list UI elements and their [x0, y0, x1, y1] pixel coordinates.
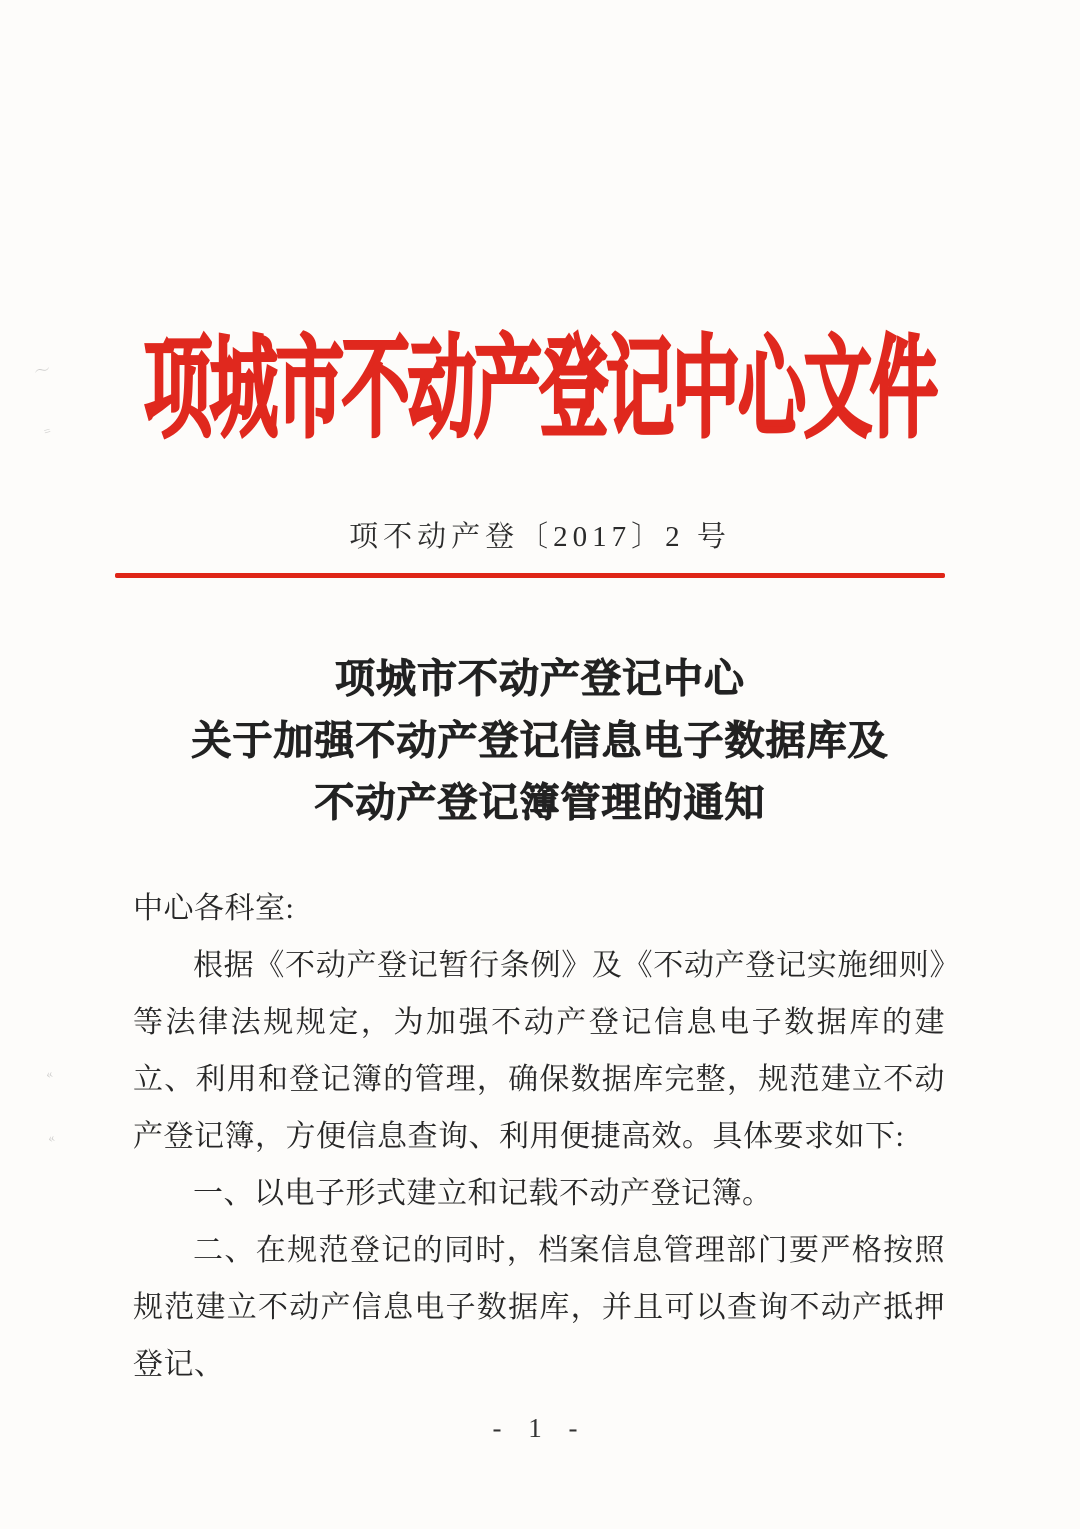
- letterhead-divider-line: [115, 573, 945, 578]
- notice-title: [0, 648, 1080, 834]
- paragraph-item-2: 二、在规范登记的同时，档案信息管理部门要严格按照规范建立不动产信息电子数据库，并且可以查询不动产抵押登记、: [133, 1234, 945, 1381]
- scan-artifact: 〜: [32, 361, 53, 382]
- scan-artifact: =: [42, 423, 53, 439]
- scan-artifact: «: [46, 1129, 57, 1146]
- paragraph-item-1: 一、以电子形式建立和记载不动产登记簿。: [193, 1177, 773, 1210]
- page-number: - 1 -: [492, 1413, 588, 1443]
- notice-title-line-3: 不动产登记簿管理的通知: [314, 780, 766, 825]
- notice-title-line-1: 项城市不动产登记中心: [335, 656, 745, 701]
- salutation: 中心各科室:: [133, 892, 295, 925]
- paragraph-intro: 根据《不动产登记暂行条例》及《不动产登记实施细则》等法律法规规定，为加强不动产登记信息电子数据库的建立、利用和登记簿的管理，确保数据库完整，规范建立不动产登记簿，方便信息查询、利用便捷高效。具体要求如下:: [133, 949, 945, 1153]
- scan-artifact: «: [44, 1065, 55, 1082]
- notice-body: [133, 880, 945, 1393]
- document-number: 项不动产登〔2017〕2 号: [349, 521, 731, 553]
- letterhead-title: 项城市不动产登记中心文件: [143, 327, 936, 452]
- notice-title-line-2: 关于加强不动产登记信息电子数据库及: [191, 718, 889, 763]
